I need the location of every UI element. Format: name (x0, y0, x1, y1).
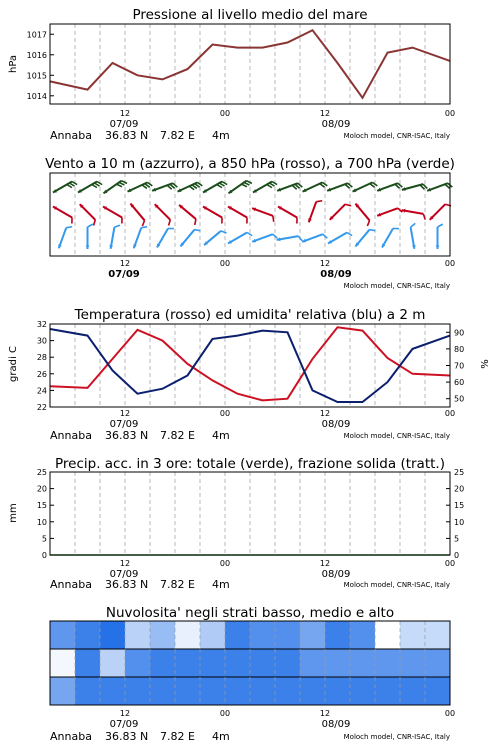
wind-barb (228, 233, 252, 244)
cloud-cell (275, 677, 301, 705)
y-tick-label-right: 25 (454, 468, 465, 477)
clouds-location (50, 730, 450, 743)
cloud-cell (425, 649, 451, 677)
model-source: Moloch model, CNR-ISAC, Italy (343, 282, 450, 290)
cloud-cell (100, 649, 126, 677)
wind-barb (328, 233, 352, 244)
pressure-plot-frame (50, 24, 450, 104)
barb-feather (247, 233, 252, 236)
x-tick-label: 12 (119, 109, 131, 118)
pressure-ylabel: hPa (8, 54, 19, 74)
x-tick-label: 12 (319, 109, 331, 118)
cloud-cell (175, 621, 201, 649)
cloud-cell (325, 677, 351, 705)
barb-feather (117, 184, 122, 187)
precip-ylabel: mm (8, 503, 19, 523)
wind-barb (103, 181, 126, 194)
model-source: Moloch model, CNR-ISAC, Italy (343, 132, 450, 140)
y-tick-label-right: 10 (454, 517, 465, 527)
location-lon: 7.82 E (160, 578, 195, 591)
cloud-cell (275, 649, 301, 677)
cloud-cell (350, 621, 376, 649)
y-tick-label-right: 15 (454, 501, 465, 511)
y-tick-label-right: 80 (454, 344, 465, 354)
x-tick-label: 00 (219, 559, 231, 568)
cloud-cell (200, 621, 226, 649)
wind-date-1: 07/09 (108, 269, 140, 280)
cloud-cell (400, 649, 426, 677)
cloud-cell (300, 621, 326, 649)
y-tick-label-right: 5 (454, 534, 460, 544)
wind-barb (278, 207, 297, 224)
wind-barb (355, 204, 369, 226)
cloud-cell (325, 649, 351, 677)
model-source: Moloch model, CNR-ISAC, Italy (343, 432, 450, 440)
y-tick-label: 1017 (26, 30, 47, 40)
x-tick-label: 12 (319, 259, 331, 268)
wind-barb (179, 205, 196, 225)
x-tick-label: 12 (319, 559, 331, 568)
wind-barb (53, 182, 77, 193)
cloud-cell (225, 621, 251, 649)
wind-title: Vento a 10 m (azzurro), a 850 hPa (rosso), a 700 hPa (verde) (45, 156, 455, 172)
y-tick-label: 22 (36, 403, 47, 412)
cloud-cell (150, 621, 176, 649)
wind-barb (157, 228, 174, 247)
location-elev: 4m (212, 129, 230, 142)
cloud-cell (150, 649, 176, 677)
wind-barb (80, 204, 96, 225)
barb-feather (438, 224, 443, 227)
barb-feather (195, 230, 201, 231)
cloud-cell (375, 621, 401, 649)
barb-feather (316, 201, 322, 202)
wind-barb (377, 183, 402, 191)
barb-feather (411, 223, 416, 227)
wind-barb (308, 201, 322, 223)
cloud-cell (300, 677, 326, 705)
y-tick-label-right: 60 (454, 378, 465, 388)
cloud-cell (125, 677, 151, 705)
location-lon: 7.82 E (160, 429, 195, 442)
y-tick-label: 25 (36, 468, 47, 477)
pressure-title: Pressione al livello medio del mare (132, 7, 368, 23)
clouds-title: Nuvolosita' negli strati basso, medio e alto (105, 605, 395, 621)
wind-barb (252, 234, 277, 242)
cloud-cell (275, 621, 301, 649)
wind-barb (411, 223, 416, 248)
wind-barb (436, 224, 443, 249)
wind-barb (103, 207, 122, 224)
precip-location (50, 578, 450, 591)
barb-feather (94, 220, 96, 226)
location-name: Annaba (50, 429, 92, 442)
wind-barb (253, 182, 277, 193)
cloud-cell (50, 621, 76, 649)
cloud-cell (50, 649, 76, 677)
location-name: Annaba (50, 578, 92, 591)
wind-barb (330, 204, 351, 220)
cloud-cell (400, 677, 426, 705)
barb-feather (221, 231, 227, 233)
barb-feather (244, 182, 249, 185)
pressure-panel (8, 7, 455, 142)
cloud-cell (75, 677, 101, 705)
x-tick-label: 12 (319, 409, 331, 418)
wind-barb (155, 204, 171, 225)
humidity-ylabel: % (480, 359, 491, 369)
y-tick-label: 15 (36, 501, 47, 511)
location-elev: 4m (212, 578, 230, 591)
wind-panel (45, 156, 455, 290)
wind-barb (402, 209, 426, 220)
wind-barb (130, 204, 144, 226)
x-tick-label: 12 (319, 709, 331, 718)
cloud-cell (425, 677, 451, 705)
wind-barb (302, 234, 327, 242)
wind-barb (277, 183, 302, 191)
barb-feather (169, 220, 171, 226)
wind-barb (78, 182, 102, 193)
wind-barb (228, 207, 247, 224)
x-tick-label: 12 (119, 259, 131, 268)
x-tick-label: 00 (444, 259, 456, 268)
y-tick-label: 10 (36, 517, 47, 527)
barb-feather (423, 214, 425, 220)
y-tick-label: 1016 (26, 50, 47, 60)
wind-barb (252, 208, 274, 222)
cloud-cell (200, 677, 226, 705)
precip-date-2: 08/09 (321, 569, 351, 580)
barb-feather (114, 225, 120, 227)
cloud-cell (175, 677, 201, 705)
cloud-cell (100, 621, 126, 649)
pressure-date-1: 07/09 (109, 119, 139, 130)
y-tick-label: 32 (36, 320, 47, 329)
y-tick-label: 1015 (26, 71, 47, 81)
location-name: Annaba (50, 129, 92, 142)
barb-feather (122, 181, 127, 184)
precip-date-1: 07/09 (109, 569, 139, 580)
wind-barb (178, 182, 203, 192)
location-name: Annaba (50, 730, 92, 743)
x-tick-label: 12 (119, 559, 131, 568)
location-elev: 4m (212, 730, 230, 743)
wind-barb (377, 208, 402, 216)
wind-barb (128, 182, 153, 192)
x-tick-label: 00 (219, 409, 231, 418)
y-tick-label: 20 (36, 484, 47, 494)
wind-barb (109, 225, 120, 249)
cloud-cell (225, 677, 251, 705)
cloud-cell (125, 649, 151, 677)
wind-barb (327, 183, 352, 191)
cloud-cell (250, 677, 276, 705)
wind-barb (180, 230, 200, 247)
wind-barb (402, 184, 427, 191)
wind-barb (277, 236, 302, 241)
cloud-cell (350, 649, 376, 677)
precip-panel (8, 456, 464, 591)
barb-feather (242, 184, 247, 187)
wind-barb (86, 224, 93, 249)
y-tick-label: 26 (36, 369, 47, 379)
barb-feather (247, 181, 252, 184)
pressure-location (50, 129, 450, 142)
wind-barb (203, 207, 222, 224)
y-tick-label: 5 (41, 534, 47, 544)
cloud-cell (75, 621, 101, 649)
y-tick-label-right: 50 (454, 394, 465, 404)
location-lat: 36.83 N (105, 429, 149, 442)
cloud-cell (375, 649, 401, 677)
barb-feather (370, 230, 376, 231)
cloud-cell (150, 677, 176, 705)
wind-barb (303, 182, 328, 192)
cloud-cell (325, 621, 351, 649)
x-tick-label: 12 (119, 709, 131, 718)
cloud-cell (175, 649, 201, 677)
location-lat: 36.83 N (105, 129, 149, 142)
cloud-cell (125, 621, 151, 649)
wind-barb (353, 182, 378, 192)
barb-feather (66, 227, 72, 228)
cloud-cell (300, 649, 326, 677)
location-lat: 36.83 N (105, 578, 149, 591)
precip-title: Precip. acc. in 3 ore: totale (verde), frazione solida (tratt.) (55, 456, 445, 472)
barb-feather (195, 219, 196, 225)
location-lon: 7.82 E (160, 730, 195, 743)
cloud-cell (50, 677, 76, 705)
y-tick-label: 0 (41, 551, 47, 560)
clouds-panel (50, 605, 455, 743)
wind-barb (382, 228, 399, 247)
y-tick-label: 30 (36, 336, 47, 346)
y-tick-label: 24 (36, 386, 47, 396)
barb-feather (119, 182, 124, 185)
temperature-panel (8, 307, 491, 442)
temperature-title: Temperatura (rosso) ed umidita' relativa (blu) a 2 m (74, 307, 426, 323)
cloud-cell (375, 677, 401, 705)
clouds-date-1: 07/09 (109, 719, 139, 730)
clouds-date-2: 08/09 (321, 719, 351, 730)
y-tick-label-right: 90 (454, 328, 465, 338)
x-tick-label: 00 (444, 709, 456, 718)
cloud-cell (400, 621, 426, 649)
y-tick-label-right: 0 (454, 551, 460, 560)
wind-date-2: 08/09 (320, 269, 352, 280)
temperature-location (50, 429, 450, 442)
wind-barb (430, 204, 451, 220)
pressure-date-2: 08/09 (321, 119, 351, 130)
barb-feather (142, 220, 144, 226)
wind-barb (133, 227, 147, 249)
x-tick-label: 00 (219, 709, 231, 718)
cloud-cell (350, 677, 376, 705)
wind-barb (203, 182, 227, 193)
cloud-cell (250, 621, 276, 649)
temperature-date-2: 08/09 (321, 419, 351, 430)
model-source: Moloch model, CNR-ISAC, Italy (343, 581, 450, 589)
model-source: Moloch model, CNR-ISAC, Italy (343, 733, 450, 741)
cloud-cell (75, 649, 101, 677)
location-elev: 4m (212, 429, 230, 442)
wind-barb (152, 183, 177, 191)
barb-feather (367, 220, 369, 226)
barb-feather (347, 233, 352, 236)
x-tick-label: 00 (444, 409, 456, 418)
location-lat: 36.83 N (105, 730, 149, 743)
cloud-cell (200, 649, 226, 677)
barb-head (436, 245, 440, 249)
barb-feather (141, 227, 147, 228)
temperature-date-1: 07/09 (109, 419, 139, 430)
cloud-cell (250, 649, 276, 677)
wind-barb (427, 183, 452, 191)
barb-head (86, 245, 90, 249)
cloud-cell (100, 677, 126, 705)
x-tick-label: 00 (444, 109, 456, 118)
y-tick-label-right: 70 (454, 361, 465, 371)
y-tick-label-right: 20 (454, 484, 465, 494)
location-lon: 7.82 E (160, 129, 195, 142)
temperature-ylabel: gradi C (8, 346, 19, 382)
wind-barb (355, 230, 375, 247)
x-tick-label: 00 (444, 559, 456, 568)
barb-feather (273, 216, 274, 222)
x-tick-label: 00 (219, 109, 231, 118)
wind-barb (228, 181, 251, 194)
wind-barb (58, 227, 72, 249)
cloud-cell (225, 649, 251, 677)
wind-barb (204, 231, 226, 245)
x-tick-label: 00 (219, 259, 231, 268)
y-tick-label: 1014 (26, 91, 47, 101)
x-tick-label: 12 (119, 409, 131, 418)
y-tick-label: 28 (36, 353, 47, 363)
cloud-cell (425, 621, 451, 649)
barb-feather (88, 224, 93, 227)
wind-barb (53, 207, 72, 224)
